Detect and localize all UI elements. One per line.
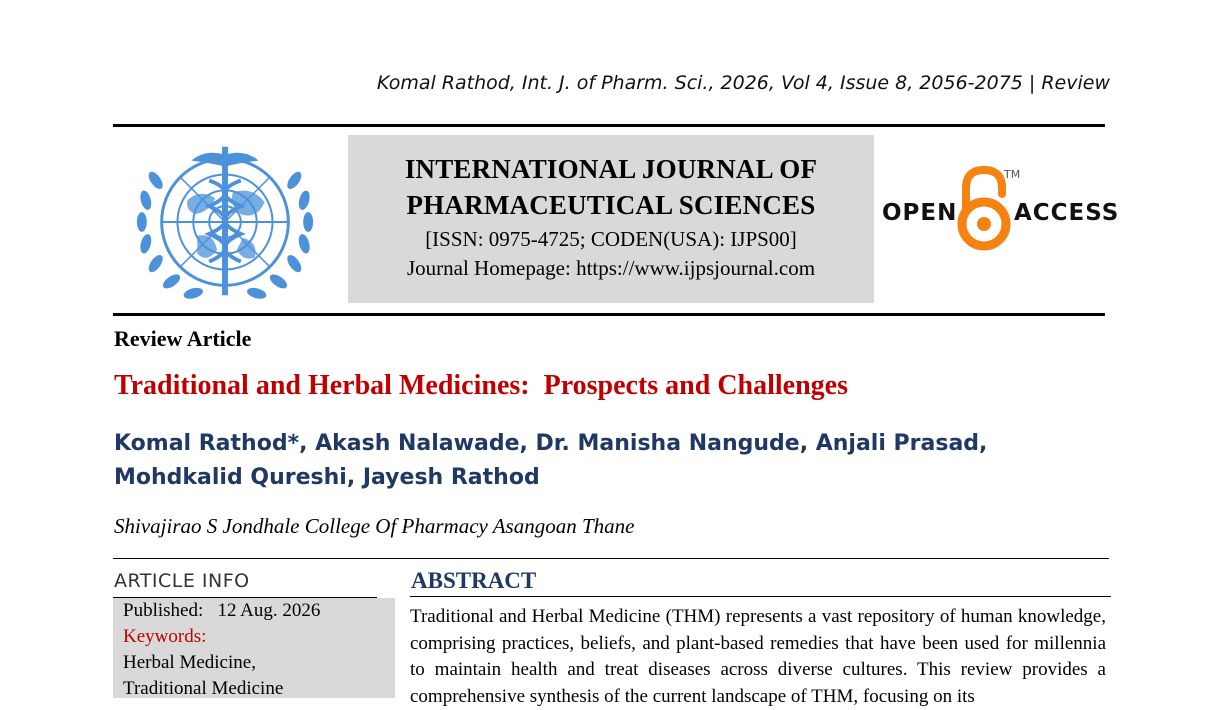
published-row bbox=[123, 598, 395, 624]
journal-name bbox=[348, 151, 874, 223]
keyword-item: Herbal Medicine, bbox=[123, 652, 256, 673]
abstract-text: Traditional and Herbal Medicine (THM) represents a vast repository of human knowledge, comprising practices, beliefs, and plant-based remedies that have been used for millennia to maintain health and treat diseases across diverse cultures. This review provides a comprehensive synthesis of the current landscape of THM, focusing on its bbox=[410, 606, 1106, 707]
journal-emblem-logo bbox=[126, 140, 324, 305]
keyword-item: Traditional Medicine bbox=[123, 678, 284, 699]
journal-name-line-1: INTERNATIONAL JOURNAL OF bbox=[404, 154, 818, 184]
article-title: Traditional and Herbal Medicines: Prospects and Challenges bbox=[114, 370, 848, 401]
article-info-heading: ARTICLE INFO bbox=[114, 570, 250, 592]
open-access-logo bbox=[880, 166, 1120, 252]
abstract-rule bbox=[410, 596, 1111, 597]
journal-name-line-2: PHARMACEUTICAL SCIENCES bbox=[406, 190, 816, 220]
header-top-rule bbox=[113, 124, 1105, 127]
section-divider bbox=[113, 558, 1109, 559]
citation-header: Komal Rathod, Int. J. of Pharm. Sci., 2026, Vol 4, Issue 8, 2056-2075 | Review bbox=[376, 72, 1110, 94]
keywords-label: Keywords: bbox=[123, 626, 207, 647]
open-access-access-text: ACCESS bbox=[1014, 200, 1120, 226]
article-affiliation: Shivajirao S Jondhale College Of Pharmacy Asangoan Thane bbox=[114, 514, 635, 538]
journal-homepage[interactable]: Journal Homepage: https://www.ijpsjournal.com bbox=[406, 256, 816, 280]
trademark-mark: TM bbox=[1004, 168, 1021, 181]
abstract-heading: ABSTRACT bbox=[411, 568, 537, 593]
open-access-open-text: OPEN bbox=[882, 200, 958, 226]
article-info-box bbox=[113, 598, 395, 698]
article-type: Review Article bbox=[114, 326, 252, 351]
header-bottom-rule bbox=[113, 313, 1105, 316]
published-label: Published: bbox=[123, 600, 204, 621]
journal-title-box bbox=[348, 135, 874, 303]
article-authors: Komal Rathod*, Akash Nalawade, Dr. Manisha Nangude, Anjali Prasad, Mohdkalid Qureshi, Jayesh Rathod bbox=[114, 431, 988, 490]
published-date: 12 Aug. 2026 bbox=[217, 600, 321, 621]
journal-issn: [ISSN: 0975-4725; CODEN(USA): IJPS00] bbox=[425, 227, 797, 251]
